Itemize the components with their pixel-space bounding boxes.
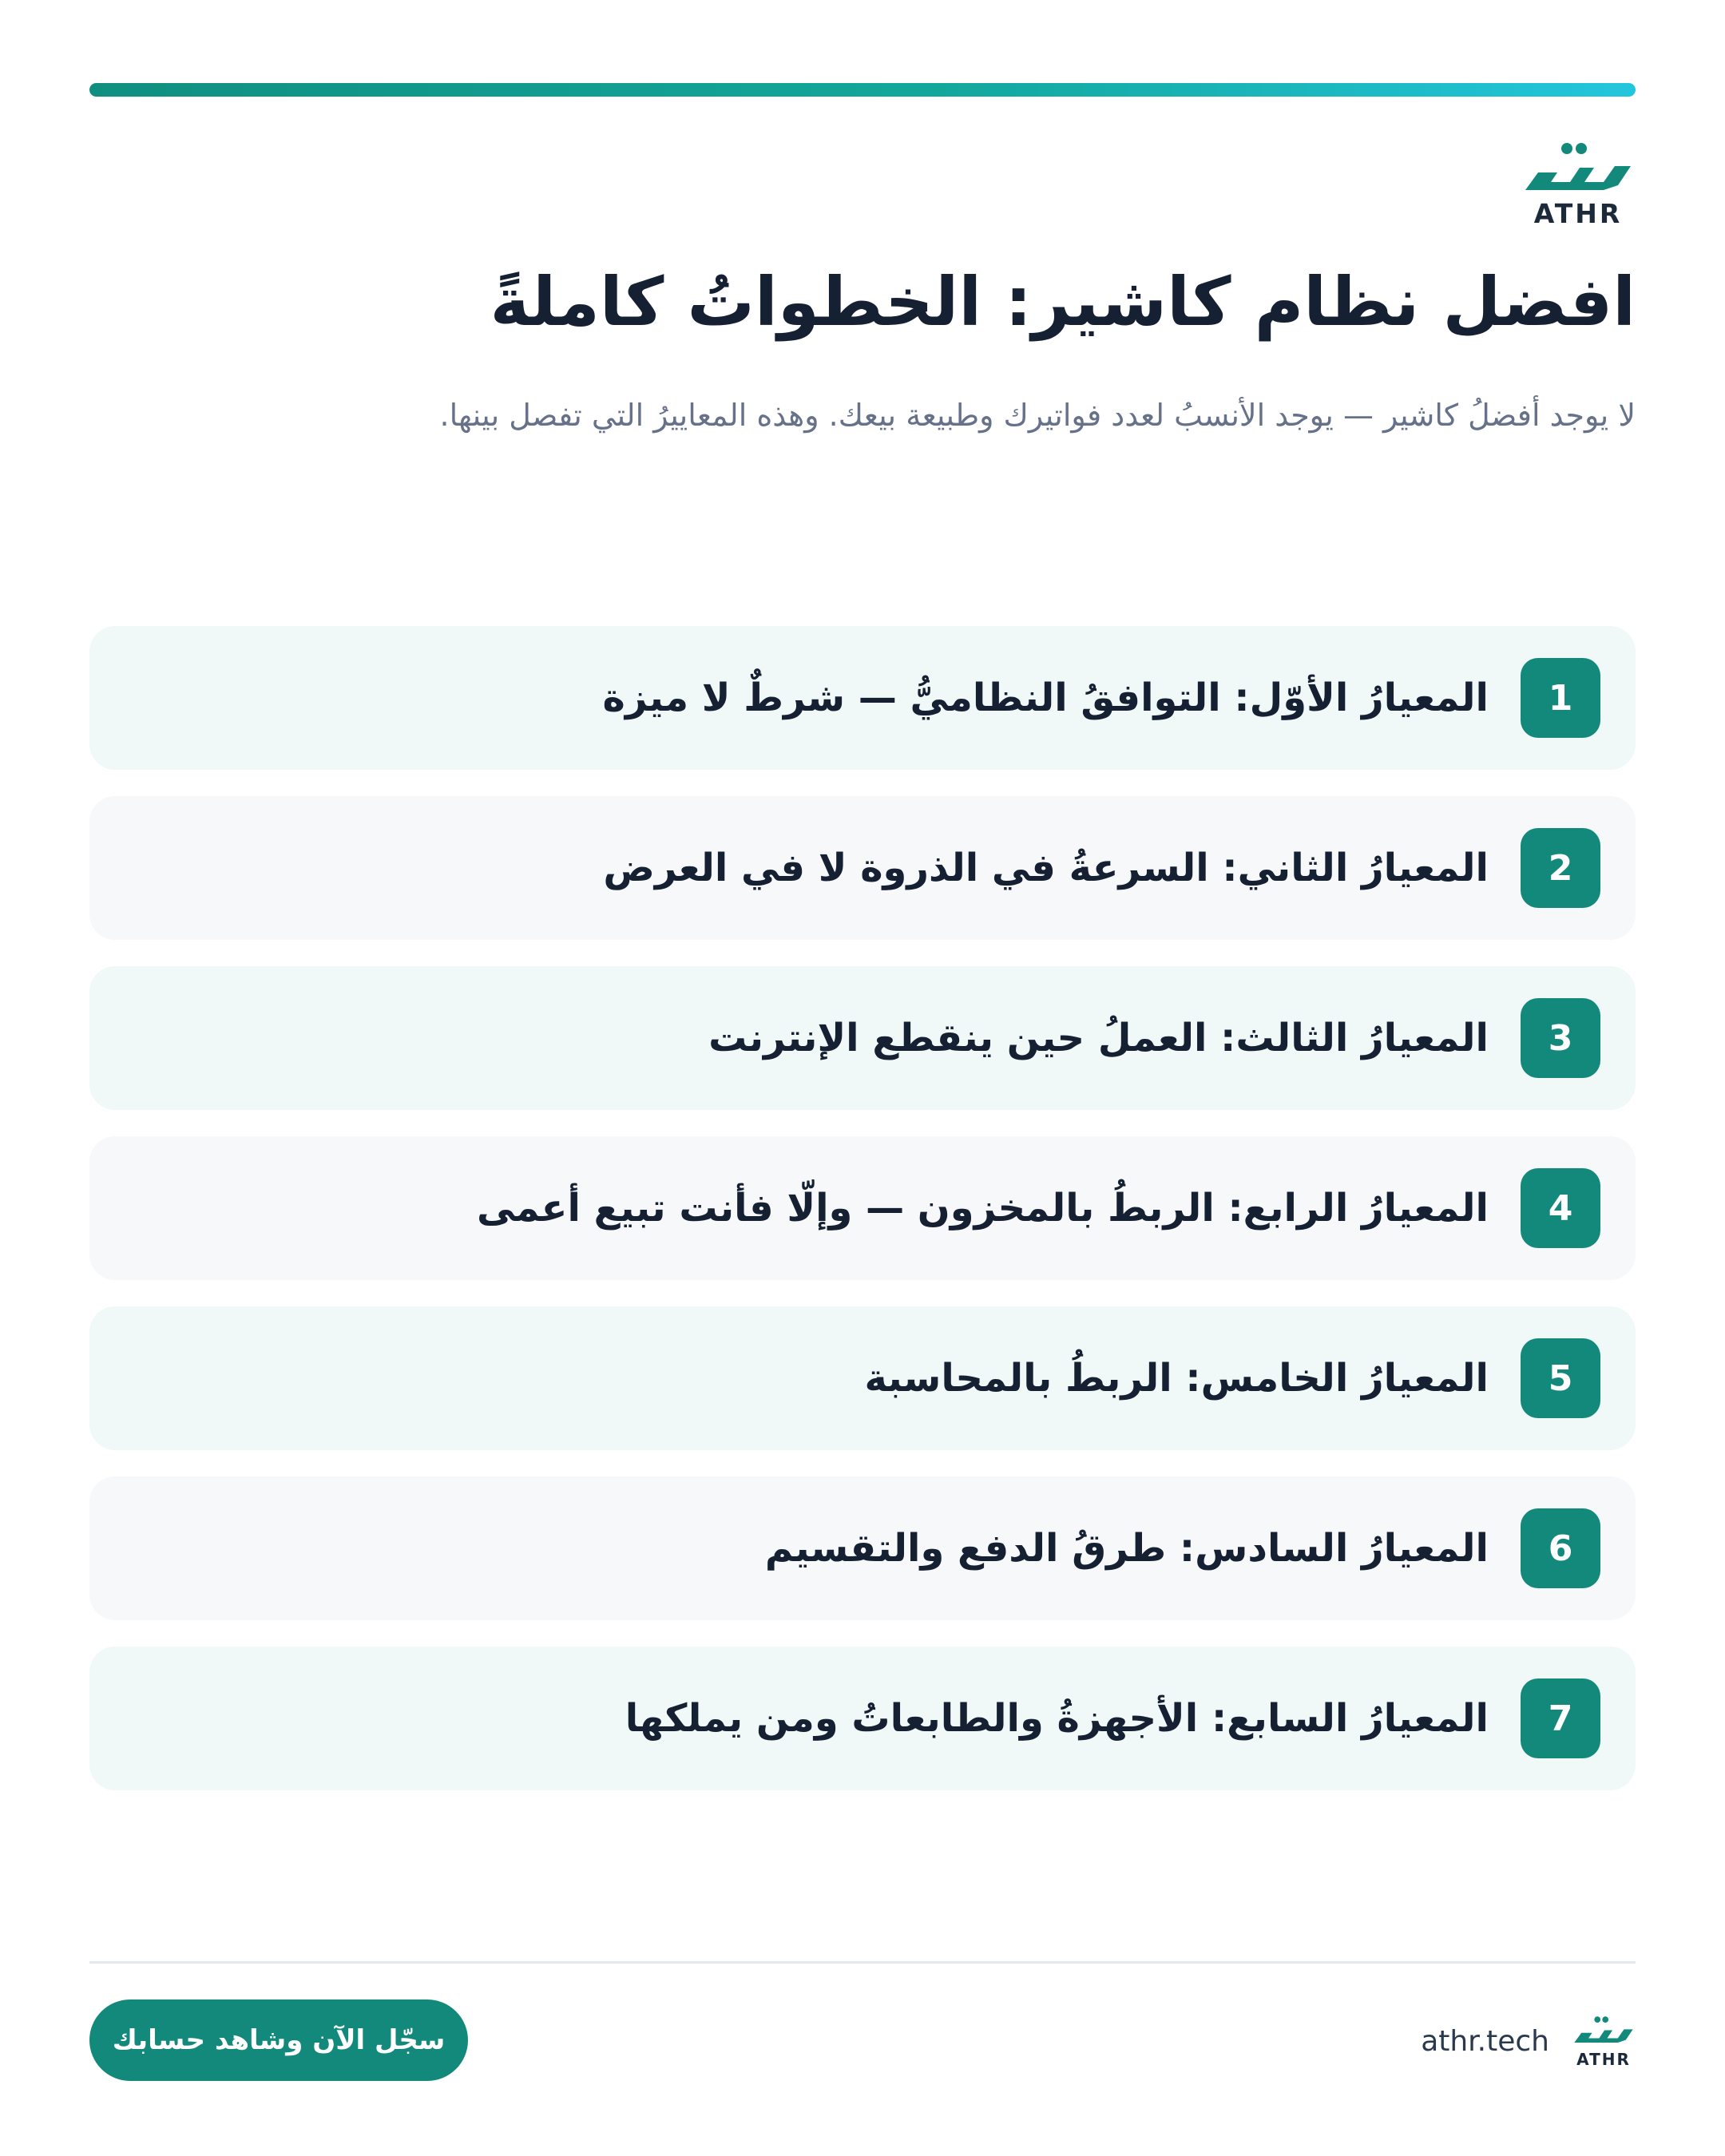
- footer-logo: [1572, 2013, 1636, 2069]
- criteria-label: المعيارُ السادس: طرقُ الدفع والتقسيم: [764, 1526, 1489, 1571]
- top-accent-bar: [89, 83, 1636, 97]
- criteria-item: [89, 626, 1636, 770]
- criteria-number-badge: 7: [1521, 1678, 1600, 1758]
- logo-wordmark: ATHR: [1533, 198, 1623, 229]
- criteria-item: [89, 966, 1636, 1110]
- criteria-item: [89, 796, 1636, 940]
- logo-mark-icon: [1521, 141, 1636, 196]
- criteria-label: المعيارُ السابع: الأجهزةُ والطابعاتُ ومن يملكها: [625, 1696, 1489, 1741]
- criteria-item: [89, 1306, 1636, 1450]
- criteria-label: المعيارُ الخامس: الربطُ بالمحاسبة: [864, 1356, 1489, 1401]
- logo-mark-icon: [1572, 2013, 1636, 2048]
- criteria-label: المعيارُ الرابع: الربطُ بالمخزون — وإلّا فأنت تبيع أعمى: [476, 1186, 1489, 1231]
- criteria-item: [89, 1136, 1636, 1280]
- criteria-label: المعيارُ الأوّل: التوافقُ النظاميُّ — شرطٌ لا ميزة: [602, 676, 1489, 720]
- criteria-number-badge: 2: [1521, 828, 1600, 908]
- criteria-item: [89, 1476, 1636, 1620]
- criteria-number-badge: 3: [1521, 998, 1600, 1078]
- page-title: افضل نظام كاشير: الخطواتُ كاملةً: [490, 263, 1636, 341]
- page-subtitle: لا يوجد أفضلُ كاشير — يوجد الأنسبُ لعدد فواتيرك وطبيعة بيعك. وهذه المعاييرُ التي تفصل بينها.: [439, 398, 1636, 433]
- criteria-list: [89, 626, 1636, 1817]
- signup-cta-button[interactable]: سجّل الآن وشاهد حسابك: [89, 1999, 468, 2081]
- footer-divider: [89, 1961, 1636, 1964]
- criteria-number-badge: 1: [1521, 658, 1600, 738]
- criteria-label: المعيارُ الثالث: العملُ حين ينقطع الإنترنت: [708, 1016, 1489, 1060]
- footer-brand: [1421, 2013, 1636, 2069]
- website-link[interactable]: athr.tech: [1421, 2024, 1549, 2058]
- criteria-number-badge: 4: [1521, 1168, 1600, 1248]
- criteria-number-badge: 6: [1521, 1508, 1600, 1588]
- footer-logo-wordmark: ATHR: [1576, 2050, 1631, 2069]
- brand-logo: [1521, 141, 1636, 228]
- criteria-label: المعيارُ الثاني: السرعةُ في الذروة لا في العرض: [603, 846, 1489, 890]
- criteria-item: [89, 1647, 1636, 1790]
- criteria-number-badge: 5: [1521, 1338, 1600, 1418]
